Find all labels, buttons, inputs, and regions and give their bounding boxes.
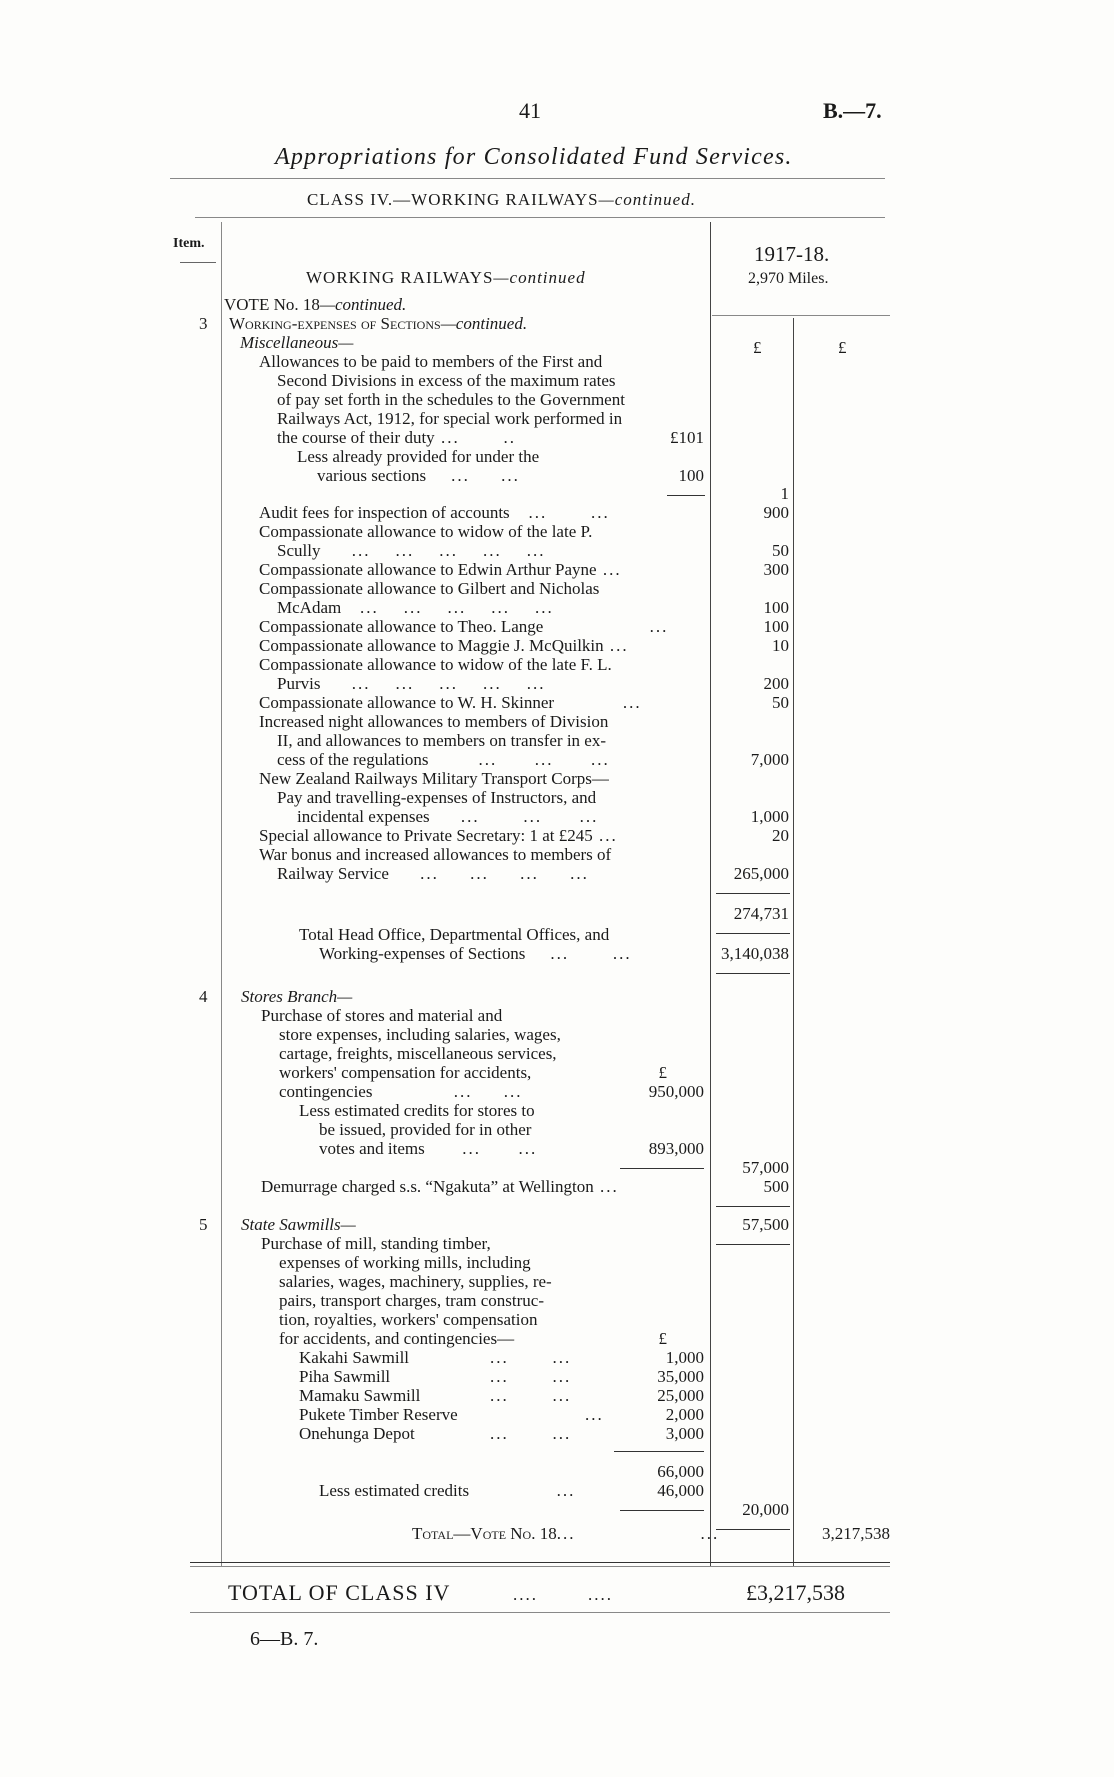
allowances-line: Allowances to be paid to members of the First and [259, 352, 603, 371]
allowances-line: of pay set forth in the schedules to the Government [277, 390, 625, 409]
sawmills-less-line [319, 1481, 575, 1500]
mcquilkin-amount: 10 [772, 636, 789, 655]
leader-dots: ... ... [525, 944, 632, 963]
purvis-line: Compassionate allowance to widow of the late F. L. [259, 655, 612, 674]
stores-net: 57,000 [742, 1158, 789, 1177]
mill-amount: 3,000 [665, 1424, 704, 1443]
page-title: Appropriations for Consolidated Fund Services. [275, 144, 793, 170]
mills-total: 66,000 [657, 1462, 704, 1481]
demurrage-text: Demurrage charged s.s. “Ngakuta” at Wellington [261, 1177, 594, 1196]
allowances-line [277, 428, 516, 447]
pound-header-col1: £ [753, 338, 762, 357]
less-provided-amount: 100 [678, 466, 704, 485]
item-5-heading: State Sawmills— [241, 1215, 356, 1234]
leader-dots: ... [593, 1177, 619, 1196]
class-heading [307, 190, 696, 210]
entry-text: Compassionate allowance to W. H. Skinner [259, 693, 555, 712]
transport-corps-line [297, 807, 598, 826]
private-secretary-amount: 20 [772, 826, 789, 845]
leader-dots: ... [596, 560, 622, 579]
item-header: Item. [173, 236, 205, 251]
vote-total-label [412, 1524, 719, 1543]
leader-dots: ... ... [509, 503, 610, 522]
leader-dots: ... ... ... [428, 750, 610, 769]
lange-amount: 100 [763, 617, 789, 636]
mill-name: Onehunga Depot [299, 1424, 415, 1443]
entry-text: Railway Service [277, 864, 389, 883]
mill-name: Pukete Timber Reserve [299, 1405, 458, 1424]
signature: 6—B. 7. [250, 1628, 319, 1650]
leader-dots: ... ... [372, 1082, 523, 1101]
sawmills-less-rule [620, 1510, 704, 1511]
entry-text: Scully [277, 541, 321, 560]
war-bonus-line [277, 864, 589, 883]
sawmills-net: 20,000 [742, 1500, 789, 1519]
class-total-amount: £3,217,538 [746, 1580, 845, 1605]
sawmills-line: tion, royalties, workers' compensation [279, 1310, 538, 1329]
less-provided-line-text: various sections [317, 466, 427, 485]
item-3-subtotal: 274,731 [733, 904, 789, 923]
item-3-total-rule [716, 973, 790, 974]
scully-amount: 50 [772, 541, 789, 560]
sawmills-line: pairs, transport charges, tram construc- [279, 1291, 544, 1310]
item-4-number: 4 [199, 987, 208, 1006]
sawmills-less-amount: 46,000 [657, 1481, 704, 1500]
entry-text: Special allowance to Private Secretary: 1 at £245 [259, 826, 593, 845]
mcadam-amount: 100 [763, 598, 789, 617]
stores-less-text: votes and items [319, 1139, 425, 1158]
section-heading [306, 268, 586, 288]
entry-text: incidental expenses [297, 807, 430, 826]
leader-dots: ... [585, 1405, 604, 1424]
item-3-heading [229, 314, 527, 333]
table-bottom-rule-2 [190, 1566, 890, 1567]
night-allowance-line: II, and allowances to members on transfer in ex- [277, 731, 607, 750]
mcquilkin-line [259, 636, 629, 655]
payne-amount: 300 [763, 560, 789, 579]
private-secretary-line [259, 826, 618, 845]
war-bonus-line: War bonus and increased allowances to members of [259, 845, 612, 864]
total-head-office-line: Total Head Office, Departmental Offices, and [299, 925, 610, 944]
title-rule [170, 178, 885, 179]
vote-total-amount: 3,217,538 [822, 1524, 890, 1543]
item-4-rule [716, 1206, 790, 1207]
leader-dots: ... [543, 617, 669, 636]
leader-dots: ... ... [490, 1424, 572, 1443]
item-3-heading-main: Working-expenses of Sections [229, 314, 441, 333]
night-allowance-amount: 7,000 [750, 750, 789, 769]
leader-dots: ... ... [424, 1139, 538, 1158]
item-4-heading: Stores Branch— [241, 987, 353, 1006]
skinner-line [259, 693, 642, 712]
section-heading-main: WORKING RAILWAYS [306, 268, 494, 287]
stores-less-amount: 893,000 [648, 1139, 704, 1158]
leader-dots: ... [592, 826, 618, 845]
transport-corps-line: Pay and travelling-expenses of Instructors, and [277, 788, 597, 807]
leader-dots: ... [469, 1481, 576, 1500]
vote-heading-cont: —continued. [319, 295, 407, 314]
item-5-rule [716, 1529, 790, 1530]
item-3-subtotal-rule [716, 933, 790, 934]
mill-name: Mamaku Sawmill [299, 1386, 421, 1405]
item-5-number: 5 [199, 1215, 208, 1234]
mill-amount: 35,000 [657, 1367, 704, 1386]
leader-dots: ... .. [434, 428, 516, 447]
leader-dots: ... ... ... ... ... [341, 598, 554, 617]
sawmills-line: Purchase of mill, standing timber, [261, 1234, 491, 1253]
less-provided-line [317, 466, 520, 485]
document-reference: B.—7. [823, 98, 882, 123]
demurrage-line [261, 1177, 619, 1196]
entry-text: Compassionate allowance to Maggie J. McQuilkin [259, 636, 604, 655]
mill-name: Kakahi Sawmill [299, 1348, 410, 1367]
scully-line [277, 541, 545, 560]
transport-corps-line: New Zealand Railways Military Transport Corps— [259, 769, 609, 788]
leader-dots: ... [554, 693, 642, 712]
sawmills-pound-sign: £ [658, 1329, 667, 1348]
stores-pound-sign: £ [658, 1063, 667, 1082]
stores-line: cartage, freights, miscellaneous services, [279, 1044, 557, 1063]
mcadam-line [277, 598, 554, 617]
item-4-subtotal-rule [716, 1244, 790, 1245]
stores-line [279, 1082, 522, 1101]
footer-rule [190, 1612, 890, 1613]
leader-dots: ... ... ... [429, 807, 599, 826]
description-column-rule [710, 222, 711, 1566]
purvis-amount: 200 [763, 674, 789, 693]
skinner-amount: 50 [772, 693, 789, 712]
stores-line: workers' compensation for accidents, [279, 1063, 532, 1082]
allowances-net: 1 [780, 484, 789, 503]
entry-text: Compassionate allowance to Theo. Lange [259, 617, 544, 636]
class-heading-main: CLASS IV.—WORKING RAILWAYS [307, 190, 599, 209]
leader-dots: ... ... ... ... [388, 864, 589, 883]
allowances-line-text: the course of their duty [277, 428, 435, 447]
table-top-rule [195, 217, 885, 218]
mill-amount: 2,000 [665, 1405, 704, 1424]
entries-rule [716, 893, 790, 894]
table-bottom-rule [190, 1562, 890, 1563]
item-header-rule [180, 262, 216, 263]
entry-text: McAdam [277, 598, 342, 617]
miles-header: 2,970 Miles. [748, 270, 829, 287]
mill-name: Piha Sawmill [299, 1367, 391, 1386]
stores-less-line: be issued, provided for in other [319, 1120, 532, 1139]
pound-header-col2: £ [838, 338, 847, 357]
stores-less-line: Less estimated credits for stores to [299, 1101, 535, 1120]
audit-fees-line [259, 503, 610, 522]
amount-column-rule [793, 318, 794, 1566]
mill-amount: 25,000 [657, 1386, 704, 1405]
scully-line: Compassionate allowance to widow of the late P. [259, 522, 593, 541]
leader-dots: .... .... [450, 1585, 613, 1604]
mcadam-line: Compassionate allowance to Gilbert and Nicholas [259, 579, 600, 598]
vote-heading-main: VOTE No. 18 [224, 295, 320, 314]
total-head-office-amount: 3,140,038 [721, 944, 789, 963]
leader-dots: ... ... [490, 1386, 572, 1405]
leader-dots: ... ... [490, 1348, 572, 1367]
item-3-heading-cont: —continued. [440, 314, 528, 333]
lange-line [259, 617, 668, 636]
less-provided-line: Less already provided for under the [297, 447, 540, 466]
leader-dots: ... ... ... ... ... [320, 674, 546, 693]
miscellaneous-heading: Miscellaneous— [240, 333, 354, 352]
stores-gross: 950,000 [648, 1082, 704, 1101]
class-heading-cont: —continued. [598, 190, 696, 209]
class-total-text: TOTAL OF CLASS IV [228, 1580, 451, 1605]
mills-rule [614, 1451, 704, 1452]
page-number: 41 [519, 98, 541, 123]
war-bonus-amount: 265,000 [733, 864, 789, 883]
night-allowance-line: Increased night allowances to members of Division [259, 712, 609, 731]
entry-text: Audit fees for inspection of accounts [259, 503, 510, 522]
leader-dots: ... [603, 636, 629, 655]
stores-line: Purchase of stores and material and [261, 1006, 503, 1025]
vote-total-text: Total—Vote No. 18 [412, 1524, 557, 1543]
total-head-office-text: Working-expenses of Sections [319, 944, 526, 963]
audit-fees-amount: 900 [763, 503, 789, 522]
entry-text: Compassionate allowance to Edwin Arthur Payne [259, 560, 597, 579]
stores-line-text: contingencies [279, 1082, 373, 1101]
payne-line [259, 560, 622, 579]
mill-amount: 1,000 [665, 1348, 704, 1367]
sawmills-line: salaries, wages, machinery, supplies, re- [279, 1272, 552, 1291]
entry-text: cess of the regulations [277, 750, 429, 769]
leader-dots: ... ... [426, 466, 520, 485]
year-header-rule [712, 315, 890, 316]
allowances-line: Second Divisions in excess of the maximum rates [277, 371, 616, 390]
stores-less-rule [620, 1168, 704, 1169]
year-header: 1917-18. [754, 242, 830, 266]
sawmills-line: expenses of working mills, including [279, 1253, 531, 1272]
leader-dots: ... ... [490, 1367, 572, 1386]
night-allowance-line [277, 750, 610, 769]
demurrage-amount: 500 [763, 1177, 789, 1196]
allowances-line: Railways Act, 1912, for special work performed in [277, 409, 623, 428]
total-head-office-line [319, 944, 632, 963]
stores-less-line [319, 1139, 537, 1158]
item-column-rule [221, 222, 222, 1566]
leader-dots: ... ... [556, 1524, 720, 1543]
entry-text: Purvis [277, 674, 321, 693]
less-provided-rule [667, 495, 705, 496]
section-heading-cont: —continued [493, 268, 586, 287]
vote-heading [224, 295, 406, 314]
stores-line: store expenses, including salaries, wages, [279, 1025, 561, 1044]
transport-corps-amount: 1,000 [750, 807, 789, 826]
sawmills-less-text: Less estimated credits [319, 1481, 470, 1500]
class-total-label [228, 1580, 613, 1606]
allowances-gross: £101 [670, 428, 704, 447]
sawmills-line: for accidents, and contingencies— [279, 1329, 515, 1348]
leader-dots: ... ... ... ... ... [320, 541, 546, 560]
item-4-subtotal: 57,500 [742, 1215, 789, 1234]
item-3-number: 3 [199, 314, 208, 333]
purvis-line [277, 674, 545, 693]
